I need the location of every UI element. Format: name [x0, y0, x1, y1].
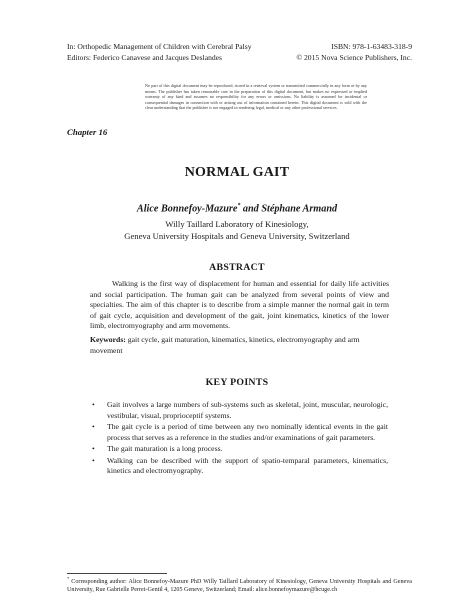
footnote-mark: *: [67, 576, 70, 581]
author-rest: and Stéphane Armand: [240, 203, 338, 215]
affiliation-line-1: Willy Taillard Laboratory of Kinesiology,: [165, 219, 309, 229]
keywords-label: Keywords:: [90, 335, 126, 344]
authors: [0, 203, 474, 214]
bullet-icon: •: [92, 444, 95, 453]
header-line-2: [67, 52, 412, 63]
keywords: [90, 335, 389, 356]
author-footnote-mark: *: [237, 203, 241, 209]
bullet-icon: •: [92, 455, 95, 465]
list-item: [90, 422, 388, 443]
key-points-heading: KEY POINTS: [205, 377, 269, 388]
editors: Editors: Federico Canavese and Jacques Deslandes: [67, 53, 222, 62]
list-item-text: The gait cycle is a period of time between any two nominally identical events in the gait process that serves as a reference in the studies and/or examinations of gait parameters.: [107, 422, 388, 442]
affiliation-line-2: Geneva University Hospitals and Geneva University, Switzerland: [124, 231, 350, 241]
bullet-icon: •: [92, 422, 95, 431]
publisher: © 2015 Nova Science Publishers, Inc.: [296, 53, 412, 62]
header-line-1: [67, 41, 412, 52]
list-item: [90, 400, 388, 421]
list-item: [90, 444, 388, 455]
chapter-label: Chapter 16: [67, 127, 108, 137]
footnote-divider: [67, 573, 167, 574]
abstract-heading: ABSTRACT: [209, 262, 265, 273]
list-item-text: Walking can be described with the support of spatio-temparal parameters, kinematics, kinetics and electromyography.: [107, 455, 388, 475]
list-item-text: Gait involves a large numbers of sub-systems such as skeletal, joint, muscular, neurologic, vestibular, visual, proprioceptif systems.: [107, 400, 388, 420]
key-points-list: [90, 400, 388, 478]
chapter-title: NORMAL GAIT: [184, 165, 290, 180]
copyright-disclaimer: No part of this digital document may be reproduced, stored in a retrieval system or transmitted commercially in any form or by any means. The publisher has taken reasonable care in the preparation of this digital document, but makes no expressed or implied warranty of any kind and assumes no responsibility for any errors or omissions. No liability is assumed for incidental or consequential damages in connection with or arising out of information contained herein. This digital document is sold with the clear understanding that the publisher is not engaged in rendering legal, medical or any other professional services.: [145, 83, 367, 111]
footnote-text: Corresponding author: Alice Bonnefoy-Mazure PhD Willy Taillard Laboratory of Kinesiology, Geneva University Hospitals and Geneva University, Rue Gabrielle Perret-Gentil 4, 1205 Geneve, Switzerland; Email: alice.bonnefoymazure@hcuge.ch: [67, 579, 412, 594]
abstract-body: Walking is the first way of displacement for human and essential for daily life activities and social participation. The human gait can be analyzed from several points of view and specialties. The aim of this chapter is to describe from a simple manner the normal gait in term of gait cycle, acquisition and development of the gait, joint kinematics, kinetics of the lower limb, electromyography and arm movements.: [90, 279, 389, 330]
author-first: Alice Bonnefoy-Mazure: [136, 203, 238, 215]
isbn: ISBN: 978-1-63483-318-9: [331, 42, 412, 51]
bullet-icon: •: [92, 400, 95, 409]
list-item-text: The gait maturation is a long process.: [107, 444, 223, 453]
keywords-text: gait cycle, gait maturation, kinematics, kinetics, electromyography and arm movement: [90, 335, 360, 355]
footnote: [67, 575, 412, 594]
book-title: In: Orthopedic Management of Children with Cerebral Palsy: [67, 42, 252, 51]
list-item: [90, 456, 388, 477]
